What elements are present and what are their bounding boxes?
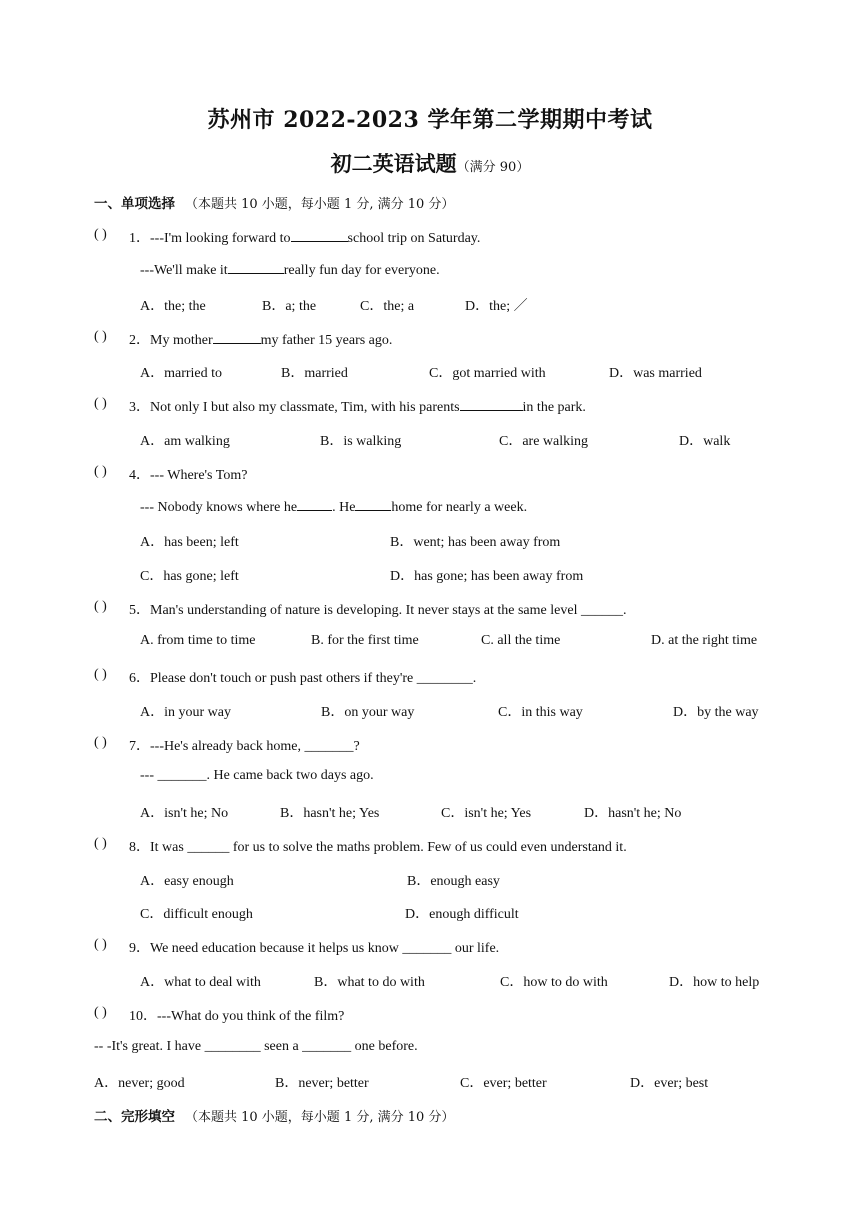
option-c: C．in this way (498, 705, 583, 720)
subtitle-text: 初二英语试题 (330, 151, 457, 176)
question-number: 8． (129, 840, 150, 855)
question-text: It was ______ for us to solve the maths problem. Few of us could even understand it. (150, 840, 627, 855)
blank (460, 398, 523, 411)
option-b: B．what to do with (314, 975, 425, 990)
question-1-line-2 (140, 261, 440, 279)
option-b: B．is walking (320, 434, 402, 449)
answer-bracket[interactable]: ( ) (94, 937, 107, 952)
option-b: B．went; has been away from (390, 535, 561, 550)
question-text: ---He's already back home, _______? (150, 739, 360, 754)
question-4-line-2 (140, 498, 527, 516)
option-a: A．the; the (140, 299, 206, 314)
question-text: Not only I but also my classmate, Tim, with his parents (150, 400, 460, 415)
option-d: D．has gone; has been away from (390, 569, 584, 584)
question-text: in the park. (522, 400, 586, 415)
question-text: --- Where's Tom? (150, 468, 248, 483)
section-heading-2 (94, 1105, 454, 1126)
question-text: We need education because it helps us know _______ our life. (150, 941, 500, 956)
question-text: . He (332, 500, 356, 515)
question-number: 7． (129, 739, 150, 754)
blank (291, 229, 348, 242)
option-a: A．what to deal with (140, 975, 261, 990)
option-d: D．the; ／ (465, 299, 528, 314)
question-text: my father 15 years ago. (260, 333, 393, 348)
exam-title: 苏州市 2022-2023 学年第二学期期中考试 (207, 107, 653, 133)
question-text: home for nearly a week. (391, 500, 528, 515)
option-b: B．on your way (321, 705, 415, 720)
answer-bracket[interactable]: ( ) (94, 735, 107, 750)
option-d: D．by the way (673, 705, 759, 720)
question-number: 6． (129, 671, 150, 686)
option-b: B．enough easy (407, 874, 500, 889)
question-text: school trip on Saturday. (347, 231, 481, 246)
option-a: A．am walking (140, 434, 230, 449)
question-number: 1． (129, 231, 150, 246)
question-3 (129, 396, 586, 416)
question-number: 10． (129, 1009, 157, 1024)
question-5 (129, 599, 626, 619)
option-c: C．the; a (360, 299, 415, 314)
blank (213, 331, 261, 344)
question-text: Man's understanding of nature is developing. It never stays at the same level ______. (150, 603, 627, 618)
blank (297, 498, 332, 511)
question-number: 3． (129, 400, 150, 415)
exam-subtitle (0, 148, 860, 178)
blank (355, 498, 391, 511)
question-10 (129, 1005, 344, 1025)
option-d: D．was married (609, 366, 702, 381)
section-label: 一、单项选择 (94, 196, 175, 212)
answer-bracket[interactable]: ( ) (94, 667, 107, 682)
option-a: A．never; good (94, 1076, 185, 1091)
score-note: （满分 90） (456, 160, 530, 175)
option-a: A．married to (140, 366, 223, 381)
question-7 (129, 735, 360, 755)
question-number: 2． (129, 333, 150, 348)
option-d: D．ever; best (630, 1076, 709, 1091)
question-8 (129, 836, 627, 856)
option-d: D．hasn't he; No (584, 806, 682, 821)
question-text: really fun day for everyone. (283, 263, 440, 278)
option-a: A．has been; left (140, 535, 239, 550)
question-text: --- Nobody knows where he (140, 500, 298, 515)
option-a: A．isn't he; No (140, 806, 229, 821)
option-d: D. at the right time (651, 633, 758, 648)
question-6 (129, 667, 476, 687)
question-2 (129, 329, 392, 349)
option-b: B．never; better (275, 1076, 369, 1091)
answer-bracket[interactable]: ( ) (94, 329, 107, 344)
option-c: C．has gone; left (140, 569, 239, 584)
answer-bracket[interactable]: ( ) (94, 836, 107, 851)
question-text: Please don't touch or push past others if they're ________. (150, 671, 477, 686)
section-heading-1 (94, 192, 454, 213)
option-c: C．ever; better (460, 1076, 547, 1091)
question-1 (129, 227, 480, 247)
question-text: ---I'm looking forward to (150, 231, 291, 246)
answer-bracket[interactable]: ( ) (94, 227, 107, 242)
option-c: C．got married with (429, 366, 546, 381)
question-4 (129, 464, 247, 484)
option-c: C．difficult enough (140, 907, 253, 922)
section-note: （本题共 10 小题，每小题 1 分, 满分 10 分） (185, 197, 455, 212)
question-text: My mother (150, 333, 213, 348)
answer-bracket[interactable]: ( ) (94, 464, 107, 479)
option-d: D．walk (679, 434, 731, 449)
question-number: 5． (129, 603, 150, 618)
question-7-line-2: --- _______. He came back two days ago. (140, 768, 374, 783)
question-text: ---What do you think of the film? (157, 1009, 345, 1024)
section-note: （本题共 10 小题，每小题 1 分, 满分 10 分） (185, 1110, 455, 1125)
option-a: A．easy enough (140, 874, 234, 889)
question-9 (129, 937, 499, 957)
blank (228, 261, 284, 274)
option-b: B．hasn't he; Yes (280, 806, 380, 821)
option-b: B．a; the (262, 299, 317, 314)
option-c: C. all the time (481, 633, 561, 648)
section-label: 二、完形填空 (94, 1109, 175, 1125)
question-10-line-2: -- -It's great. I have ________ seen a _______ one before. (94, 1039, 418, 1054)
question-number: 9． (129, 941, 150, 956)
option-b: B．married (281, 366, 348, 381)
answer-bracket[interactable]: ( ) (94, 396, 107, 411)
question-text: ---We'll make it (140, 263, 228, 278)
option-c: C．isn't he; Yes (441, 806, 532, 821)
option-a: A. from time to time (140, 633, 256, 648)
option-c: C．are walking (499, 434, 589, 449)
answer-bracket[interactable]: ( ) (94, 599, 107, 614)
option-b: B. for the first time (311, 633, 419, 648)
option-c: C．how to do with (500, 975, 608, 990)
option-a: A．in your way (140, 705, 231, 720)
question-number: 4． (129, 468, 150, 483)
option-d: D．enough difficult (405, 907, 519, 922)
answer-bracket[interactable]: ( ) (94, 1005, 107, 1020)
option-d: D．how to help (669, 975, 760, 990)
